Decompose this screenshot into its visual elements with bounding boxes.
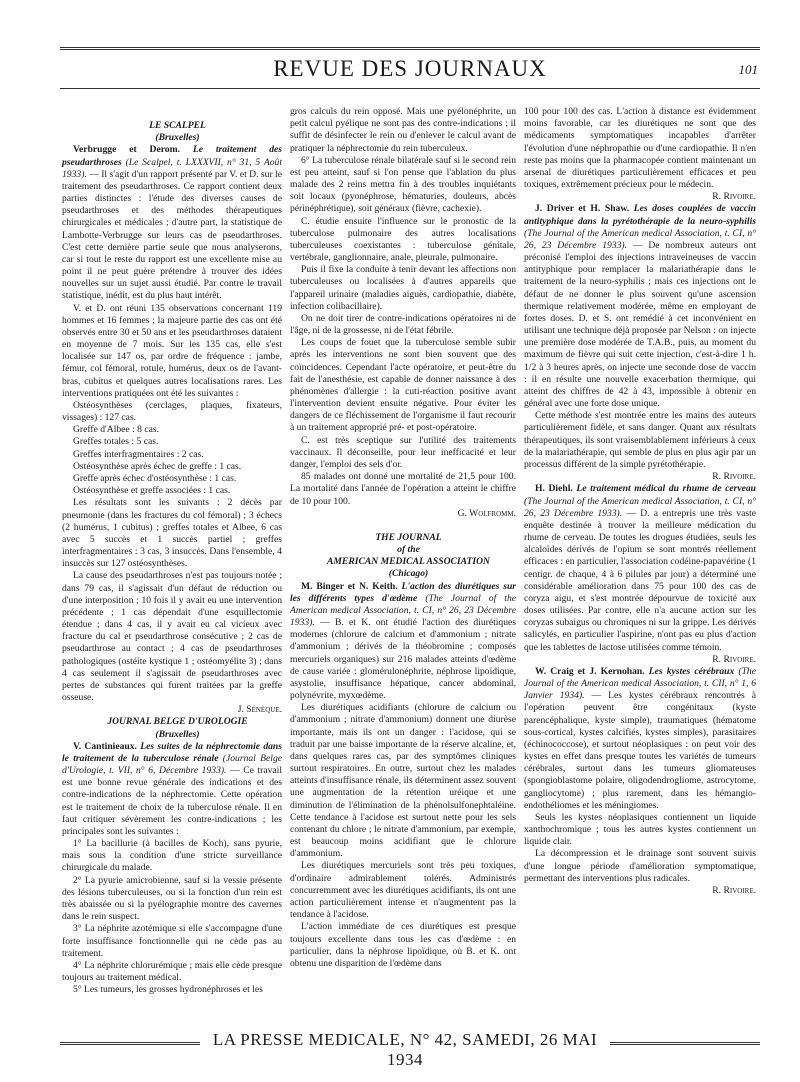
footer-publication: LA PRESSE MEDICALE, N° 42, SAMEDI, 26 MAI 1934 [212,1030,598,1069]
article-authors: W. Craig et J. Kernohan. [535,665,645,677]
signature: R. Rivoire. [712,471,756,483]
section-title: of the [397,544,420,556]
article-authors: V. Cantinieaux. [73,740,137,752]
article-paragraph: gros calculs du rein opposé. Mais une pyélonéphrite, un petit calcul pyélique ne sont pas des contre-indications ; il suffit de désinfecter le rein ou d'enlever le calcul avant de pratiquer la néphrectomie du rein tuberculeux. [290,106,516,154]
article-reference: (The Journal of the American medical Association, t. CI, n° 26, 23 Décembre 1933). [290,592,516,629]
column-3 [524,106,756,897]
article-paragraph [62,144,282,302]
article-paragraph: C. étudie ensuite l'influence sur le pronostic de la tuberculose pulmonaire des autres localisations tuberculeuses coexistantes : tuberculose génitale, vertébrale, ganglionnaire, anale, pleurale, pulmonaire. [290,215,516,264]
article-title: Les suites de la néphrectomie dans le traitement de la tuberculose rénale [62,740,282,764]
section-title: JOURNAL BELGE D'UROLOGIE [107,716,248,728]
signature: R. Rivoire. [712,191,756,203]
footer-rule-right [610,1042,760,1045]
list-item: 4° La néphrite chlorurémique ; mais elle cède presque toujours au traitement médical. [62,959,282,984]
article-paragraph [524,666,756,812]
signature: J. Sénèque. [237,704,282,716]
list-item: 1° La bacillurie (à bacilles de Koch), sans pyurie, mais sous la condition d'une stricte surveillance chirurgicale du malade. [62,838,282,874]
article-paragraph [524,203,756,410]
list-item: 6° La tuberculose rénale bilatérale sauf si le second rein est peu atteint, sauf si l'on pense que l'ablation du plus malade des 2 reins mettra fin à des troubles inquiétants soit locaux (pyonéphrose, hématuries, douleurs, abcès périnéphrétique), soit généraux (fièvre, cachexie). [290,154,516,215]
section-title: LE SCALPEL [149,120,206,131]
list-item: Ostéosynthèse après échec de greffe : 1 cas. [73,460,242,472]
article-paragraph: L'action immédiate de ces diurétiques est presque toujours excellente dans tous les cas d'œdème : en particulier, dans la néphrose lipoïdique, où B. et K. ont obtenu une disparition de l'œdème dans [290,921,516,969]
article-paragraph: Les diurétiques acidifiants (chlorure de calcium ou d'ammonium ; nitrate d'ammonium) donnent une diurèse importante, mais ils ont un danger : l'acidose, qui se traduit par une baisse importante de la réserve alcaline, et, dans quelques rares cas, par des symptômes cliniques surtout respiratoires. En outre, surtout chez les malades atteints d'insuffisance rénale, ils déterminent assez souvent une augmentation de la rétention uréique et une diminution de l'élimination de la phénolsulfonephtaléine. Cette tendance à l'acidose est surtout nette pour les sels contenant du chlore ; le nitrate d'ammonium, par exemple, est beaucoup moins acidifiant que le chlorure d'ammonium. [290,702,516,860]
article-title: Le traitement des pseudarthroses [62,144,282,168]
page-footer [60,1030,760,1069]
list-item: 3° La néphrite azotémique si elle s'accompagne d'une forte insuffisance fonctionnelle qui ne cède pas au traitement. [62,923,282,959]
article-text: — D. a entrepris une très vaste enquête destinée à trouver la meilleure médication du rhume de cerveau. De toutes les drogues étudiées, seuls les alcaloïdes dérivés de l'opium se sont montrés réellement efficaces : en particulier, l'association codéine-papavérine (1 centigr. de chaque, 4 à 6 pilules par jour) a déterminé une considérable amélioration dans 75 pour 100 des cas de coryza aigu, et s'est montrée dépourvue de toxicité aux doses utilisées. Par contre, elle n'a aucune action sur les coryzas subaigus ou chroniques ni sur la grippe. Les dérivés salicylés, en particulier l'aspirine, n'ont pas eu plus d'action que les tablettes de lactose utilisées comme témoin. [524,507,756,653]
list-item: Greffe après échec d'ostéosynthèse : 1 cas. [73,472,237,484]
list-item: Ostéosynthèse et greffe associées : 1 cas. [73,485,231,497]
section-title: AMERICAN MEDICAL ASSOCIATION [327,556,490,568]
article-text: — B. et K. ont étudié l'action des diurétiques modernes (chlorure de calcium et d'ammonium ; nitrate d'ammonium ; dérivés de la théobromine ; composés mercuriels organiques) sur 216 malades atteints d'œdème de cause variée : glomérulonéphrite, néphrose lipoïdique, asystolie, insuffisance hépatique, cancer abdominal, polynévrite, myxœdème. [290,617,516,702]
article-title: Les doses couplées de vaccin antityphique dans la pyrétothérapie de la neuro-syphilis [524,203,756,227]
article-paragraph: C. est très sceptique sur l'utilité des traitements vaccinaux. Il déconseille, pour leur inefficacité et leur danger, l'emploi des sels d'or. [290,434,516,470]
article-paragraph: La cause des pseudarthroses n'est pas toujours notée ; dans 79 cas, il s'agissait d'un défaut de réduction ou d'une interposition ; 10 fois il y avait eu une intervention précédente ; 1 cas dépendait d'une esquillectomie étendue ; dans 4 cas, il y avait eu cal vicieux avec fracture du cal et pseudarthrose consécutive ; 2 cas de pseudarthrose au contact ; 4 cas de pseudarthroses pathologiques (ostéite kystique 1 ; ostéomyélite 3) ; dans 4 cas seulement il s'agissait de pseudarthroses avec pertes de substances qui furent traitées par la greffe osseuse. [62,570,282,704]
list-item: 5° Les tumeurs, les grosses hydronéphroses et les [73,984,263,996]
signature: R. Rivoire. [712,885,756,896]
article-title: Les kystes cérébraux [648,665,735,677]
article-paragraph: Les diurétiques mercuriels sont très peu toxiques, d'ordinaire admirablement tolérés. Administrés concurremment avec les diurétiques acidifiants, ils ont une action particulièrement intense et n'augmentent pas la tendance à l'acidose. [290,860,516,921]
article-reference: (The Journal of the American medical Association, t. CI, n° 26, 23 Décembre 1933). [524,495,756,519]
article-reference: (The Journal of the American medical Association, t. CI, n° 26, 23 Décembre 1933). [524,227,756,251]
article-paragraph [524,483,756,653]
signature: G. Wolfromm. [457,507,516,519]
list-item: 2° La pyurie amicrobienne, sauf si la vessie présente des lésions tuberculeuses, ou si la fonction d'un rein est très abaissée ou si la pyélographie montre des cavernes dans le rein suspect. [62,874,282,923]
article-text: — Ce travail est une bonne revue générale des indications et des contre-indications de la néphrectomie. Cette opération est le traitement de choix de la tuberculose rénale. Il en faut critiquer sévèrement les contre-indications ; les principales sont les suivantes : [62,765,282,837]
article-paragraph: Seuls les kystes néoplasiques contiennent un liquide xanthochromique ; tous les autres kystes contiennent un liquide clair. [524,811,756,848]
article-text: — Il s'agit d'un rapport présenté par V. et D. sur le traitement des pseudarthroses. Ce rapport contient deux parties distinctes : l'étude des diverses causes de pseudarthroses et des méthodes thérapeutiques chirurgicales et médicales ; d'autre part, la statistique de Lambotte-Verbrugge sur leurs cas de pseudarthroses. C'est cette dernière partie seule que nous analyserons, car si tout le reste du rapport est une excellente mise au point il ne peut guère prétendre à trouver des idées nouvelles sur un sujet aussi étudié. Par contre le travail statistique, inédit, est du plus haut intérêt. [62,168,282,302]
section-subtitle: (Bruxelles) [155,728,200,740]
list-item: Greffes totales : 5 cas. [73,436,159,448]
article-paragraph: V. et D. ont réuni 135 observations concernant 119 hommes et 16 femmes ; la majeure partie des cas ont été observés entre 30 et 50 ans et les pseudarthroses dataient en moyenne de 7 mois. Sur les 135 cas, elle s'est localisée sur 147 os, par ordre de fréquence : jambe, fémur, col fémoral, rotule, humérus, deux os de l'avant-bras, cubitus et quelques autres localisations rares. Les interventions pratiquées ont été les suivantes : [62,302,282,399]
article-paragraph: Ostéosynthèses (cerclages, plaques, fixateurs, vissages) : 127 cas. [62,399,282,424]
article-authors: M. Binger et N. Keith. [301,580,398,592]
article-paragraph: Cette méthode s'est montrée entre les mains des auteurs particulièrement fidèle, et sans danger. Quant aux résultats thérapeutiques, ils sont vraisemblablement inférieurs à ceux de la malariathérapie, qui semble de plus en plus agir par un processus différent de la simple pyrétothérapie. [524,410,756,470]
page-header [60,56,760,86]
article-text: — Les kystes cérébraux rencontrés à l'opération peuvent être congénitaux (kyste parencéphalique, kyste simple), traumatiques (hématome sous-cortical, kystes calcifiés, kystes simples), parasitaires (échinococcose), et surtout néoplasiques : on peut voir des kystes en effet dans presque toutes les variétés de tumeurs cérébrales, surtout dans les tumeurs gliomateuses (spongioblastome polaire, oligodendrogliome, astrocytome, gangliocytome) ; plus rarement, dans les hémangio-endothéliomes et les méningiomes. [524,690,756,811]
list-item: Greffes interfragmentaires : 2 cas. [73,448,204,460]
article-paragraph: Les coups de fouet que la tuberculose semble subir après les interventions ne sont bien souvent que des coïncidences. Cependant l'acte opératoire, et peut-être du fait de l'anesthésie, est capable de donner naissance à des phénomènes d'allergie : la cuti-réaction positive avant l'intervention devient ensuite négative. Pour éviter les dangers de ce fléchissement de l'organisme il faut recourir à un traitement approprié pré- et post-opératoire. [290,337,516,434]
list-item: Greffe d'Albee : 8 cas. [73,424,159,436]
article-title: L'action des diurétiques sur les différents types d'œdème [290,580,517,604]
article-paragraph: 85 malades ont donné une mortalité de 21,5 pour 100. La mortalité dans l'année de l'opération a atteint le chiffre de 10 pour 100. [290,471,516,507]
article-authors: Verbrugge et Derom. [73,144,180,156]
article-paragraph: 100 pour 100 des cas. L'action à distance est évidemment moins favorable, car les diurétiques ne sont que des médicaments symptomatiques incapables d'arrêter l'évolution d'une néphropathie ou d'une cardiopathie. Il n'en reste pas moins que la pharmacopée contient maintenant un arsenal de diurétiques particulièrement efficaces et peu toxiques, extrêmement précieux pour le médecin. [524,106,756,191]
article-authors: J. Driver et H. Shaw. [535,203,630,215]
article-paragraph: On ne doit tirer de contre-indications opératoires ni de l'âge, ni de la grossesse, ni de l'état fébrile. [290,312,516,337]
article-paragraph [62,741,282,838]
article-title: Le traitement médical du rhume de cerveau [576,483,756,495]
article-reference: (The Journal of the American medical Association, t. CII, n° 1, 6 Janvier 1934). [524,665,756,702]
article-paragraph: Les résultats sont les suivants : 2 décès par pneumonie (dans les fractures du col fémoral) ; 3 échecs (2 humérus, 1 cubitus) ; greffes totales et Albee, 6 cas avec 5 succès et 1 succès partiel ; greffes interfragmentaires : 3 cas, 3 insuccès. Dans l'ensemble, 4 insuccès sur 127 ostéosynthèses. [62,497,282,570]
article-reference: (Journal Belge d'Urologie, t. VII, n° 6, Décembre 1933). [62,752,283,777]
column-1 [62,106,282,996]
article-paragraph [290,581,516,703]
top-rule-outer [60,47,760,50]
header-rule [60,88,760,89]
article-paragraph: Puis il fixe la conduite à tenir devant les affections non tuberculeuses ou localisées à d'autres appareils que l'appareil urinaire (maladies aiguës, cardiopathie, diabète, infection colibacillaire). [290,264,516,312]
column-2 [290,106,516,970]
article-paragraph: La décompression et le drainage sont souvent suivis d'une longue période d'amélioration symptomatique, permettant des interventions plus radicales. [524,848,756,884]
article-reference: (Le Scalpel, t. LXXXVII, n° 31, 5 Août 1933). [62,156,282,180]
journal-title: REVUE DES JOURNAUX [273,56,547,81]
section-subtitle: (Chicago) [388,568,429,580]
article-authors: H. Diehl. [535,483,573,495]
footer-rule-left [60,1042,200,1045]
signature: R. Rivoire. [712,653,756,665]
article-text: — De nombreux auteurs ont préconisé l'emploi des injections intraveineuses de vaccin antityphique pour remplacer la malariathérapie dans le traitement de la neuro-syphilis ; mais ces injections ont le défaut de ne donner le plus souvent qu'une ascension thermique relativement modérée, même en employant de fortes doses. D. et S. ont remédié à cet inconvénient en utilisant une technique déjà proposée par Nelson : on injecte une première dose modérée de T.A.B., puis, au moment du maximum de fièvre qui suit cette injection, c'est-à-dire 1 h. 1/2 à 3 heures après, on injecte une seconde dose de vaccin : il en résulte une nouvelle exacerbation thermique, qui atteint des chiffres de 42 à 43, impossible à obtenir en général avec une forte dose unique. [524,239,756,410]
section-title: THE JOURNAL [375,531,442,543]
page-number: 101 [738,62,758,77]
section-subtitle: (Bruxelles) [155,132,200,144]
